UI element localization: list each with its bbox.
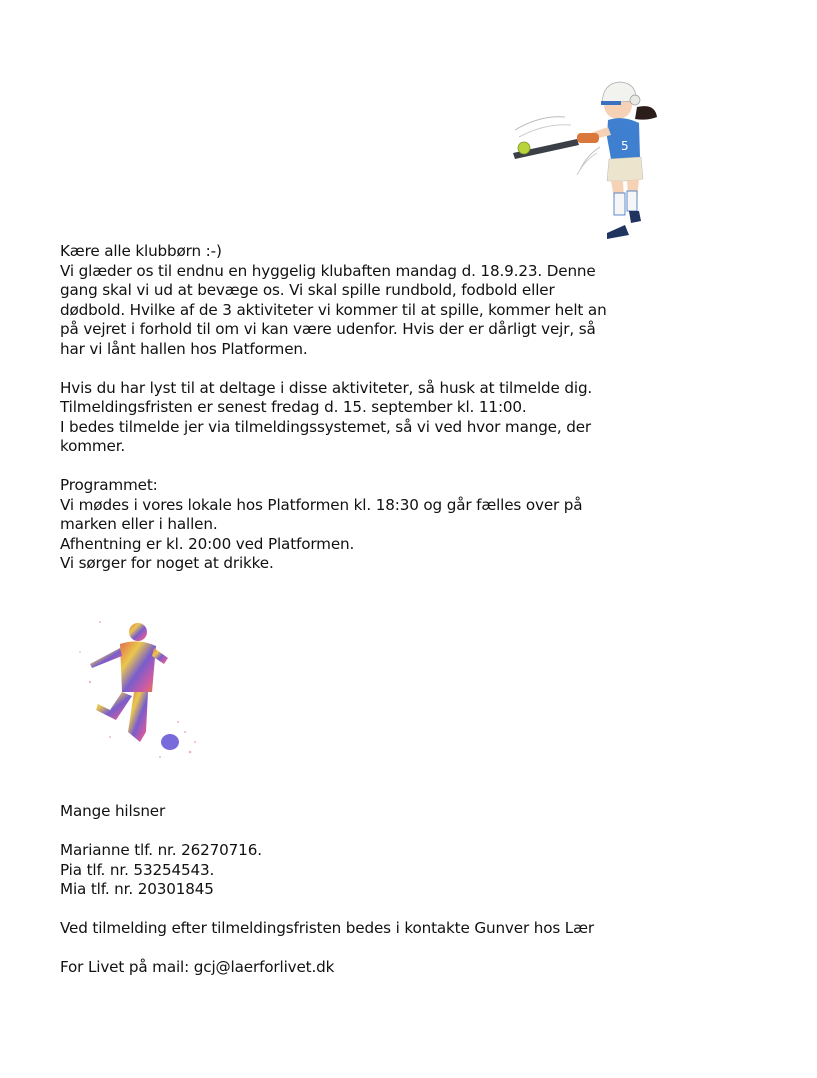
program-heading: Programmet: <box>60 476 158 494</box>
late-signup-line: Ved tilmelding efter tilmeldingsfristen bedes i kontakte Gunver hos Lær <box>60 919 594 937</box>
football-player-image <box>60 592 210 777</box>
paragraph2-line: Hvis du har lyst til at deltage i disse aktiviteter, så husk at tilmelde dig. <box>60 378 593 397</box>
greeting: Kære alle klubbørn :-) <box>60 242 222 260</box>
letter-body <box>60 242 607 574</box>
program-line: Vi sørger for noget at drikke. <box>60 554 274 572</box>
paragraph1-line: dødbold. Hvilke af de 3 aktiviteter vi kommer til at spille, kommer helt an <box>60 300 607 319</box>
svg-text:5: 5 <box>621 139 629 153</box>
closing: Mange hilsner <box>60 802 166 820</box>
contact-line: Mia tlf. nr. 20301845 <box>60 880 214 898</box>
email-line: For Livet på mail: gcj@laerforlivet.dk <box>60 958 335 976</box>
paragraph1-line: på vejret i forhold til om vi kan være udenfor. Hvis der er dårligt vejr, så <box>60 320 596 338</box>
program-line: marken eller i hallen. <box>60 515 218 533</box>
contact-line: Marianne tlf. nr. 26270716. <box>60 841 262 859</box>
paragraph1-line: har vi lånt hallen hos Platformen. <box>60 339 308 358</box>
paragraph2-line: Tilmeldingsfristen er senest fredag d. 15. september kl. 11:00. <box>60 398 527 416</box>
softball-player-image <box>505 75 665 245</box>
program-line: Vi mødes i vores lokale hos Platformen kl. 18:30 og går fælles over på <box>60 495 583 514</box>
program-line: Afhentning er kl. 20:00 ved Platformen. <box>60 534 355 553</box>
paragraph1-line: gang skal vi ud at bevæge os. Vi skal spille rundbold, fodbold eller <box>60 281 555 299</box>
paragraph1-line: Vi glæder os til endnu en hyggelig klubaften mandag d. 18.9.23. Denne <box>60 261 596 280</box>
contact-line: Pia tlf. nr. 53254543. <box>60 860 215 879</box>
paragraph2-line: kommer. <box>60 437 126 455</box>
paragraph2-line: I bedes tilmelde jer via tilmeldingssystemet, så vi ved hvor mange, der <box>60 417 592 436</box>
letter-footer <box>60 802 594 978</box>
